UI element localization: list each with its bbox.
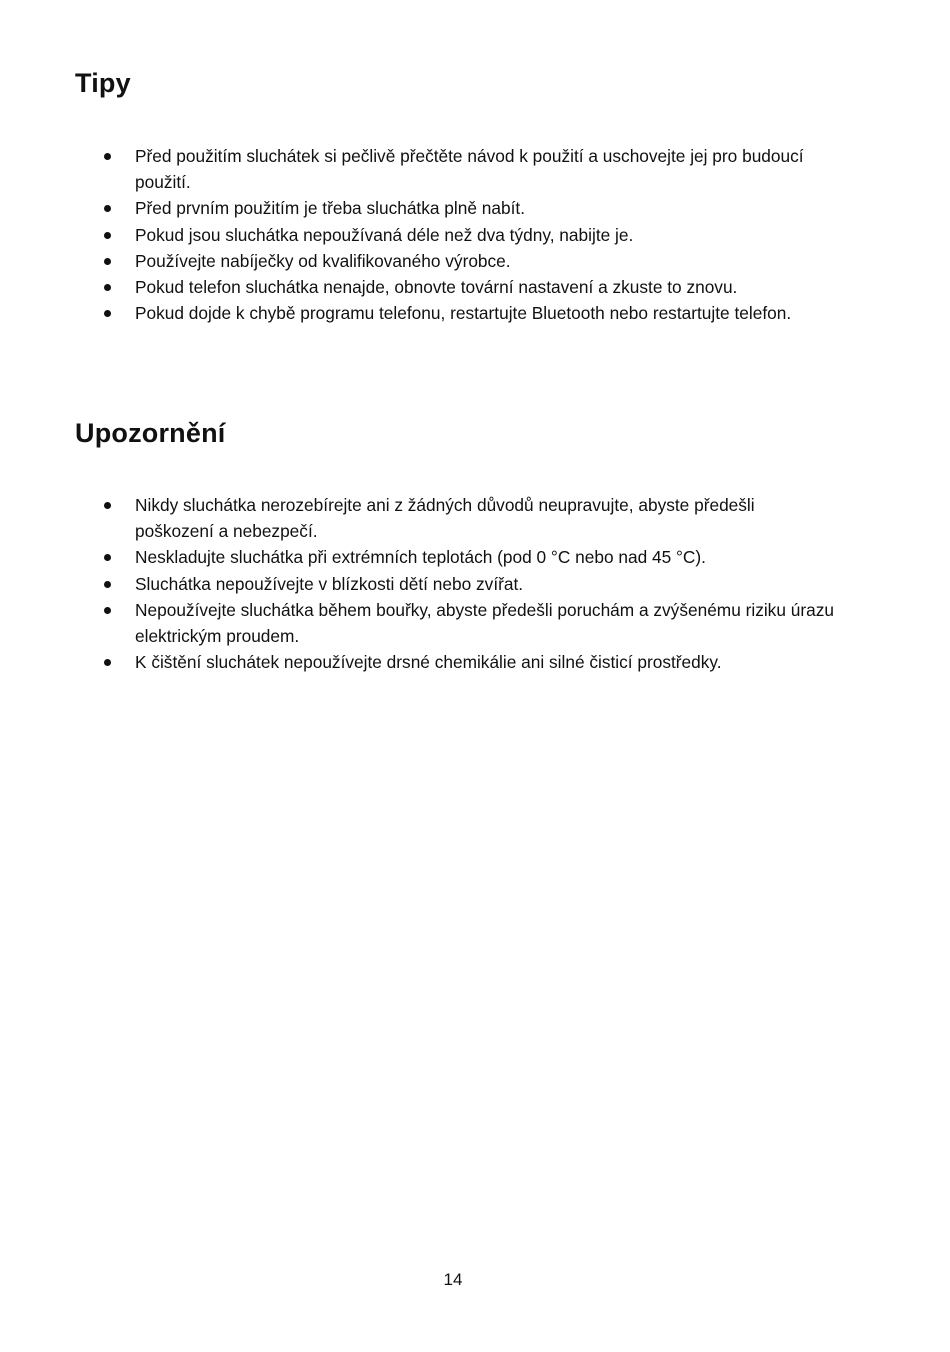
bullet-icon [104, 554, 111, 561]
list-item [104, 571, 834, 597]
bullet-icon [104, 205, 111, 212]
list-item-text: Sluchátka nepoužívejte v blízkosti dětí nebo zvířat. [135, 573, 524, 594]
list-item [104, 248, 834, 274]
list-item-text: K čištění sluchátek nepoužívejte drsné chemikálie ani silné čisticí prostředky. [135, 652, 722, 673]
bullet-icon [104, 659, 111, 666]
bullet-icon [104, 607, 111, 614]
list-item [104, 492, 834, 544]
section-title-upozorneni: Upozornění [75, 418, 226, 448]
page-number: 14 [443, 1270, 463, 1289]
list-item [104, 222, 834, 248]
list-item-text: Nepoužívejte sluchátka během bouřky, abyste předešli poruchám a zvýšenému riziku úrazu elektrickým proudem. [135, 599, 834, 647]
list-item [104, 300, 834, 326]
list-item [104, 195, 834, 221]
bullet-icon [104, 284, 111, 291]
list-item-text: Nikdy sluchátka nerozebírejte ani z žádných důvodů neupravujte, abyste předešli poškození a nebezpečí. [135, 495, 755, 542]
list-item-text: Před prvním použitím je třeba sluchátka plně nabít. [135, 198, 525, 219]
list-item [104, 143, 834, 195]
list-item-text: Před použitím sluchátek si pečlivě přečtěte návod k použití a uschovejte jej pro budoucí použití. [135, 146, 804, 193]
tips-list [104, 143, 834, 326]
bullet-icon [104, 310, 111, 317]
list-item-text: Pokud dojde k chybě programu telefonu, restartujte Bluetooth nebo restartujte telefon. [135, 303, 792, 324]
bullet-icon [104, 502, 111, 509]
warnings-list [104, 492, 834, 675]
list-item [104, 597, 834, 649]
list-item-text: Neskladujte sluchátka při extrémních teplotách (pod 0 °C nebo nad 45 °C). [135, 547, 706, 568]
bullet-icon [104, 153, 111, 160]
section-title-tipy: Tipy [75, 68, 131, 98]
bullet-icon [104, 258, 111, 265]
bullet-icon [104, 232, 111, 239]
list-item-text: Pokud jsou sluchátka nepoužívaná déle než dva týdny, nabijte je. [135, 224, 634, 245]
list-item-text: Pokud telefon sluchátka nenajde, obnovte tovární nastavení a zkuste to znovu. [135, 277, 738, 298]
list-item [104, 544, 834, 570]
list-item-text: Používejte nabíječky od kvalifikovaného výrobce. [135, 250, 511, 271]
bullet-icon [104, 581, 111, 588]
list-item [104, 649, 834, 675]
list-item [104, 274, 834, 300]
